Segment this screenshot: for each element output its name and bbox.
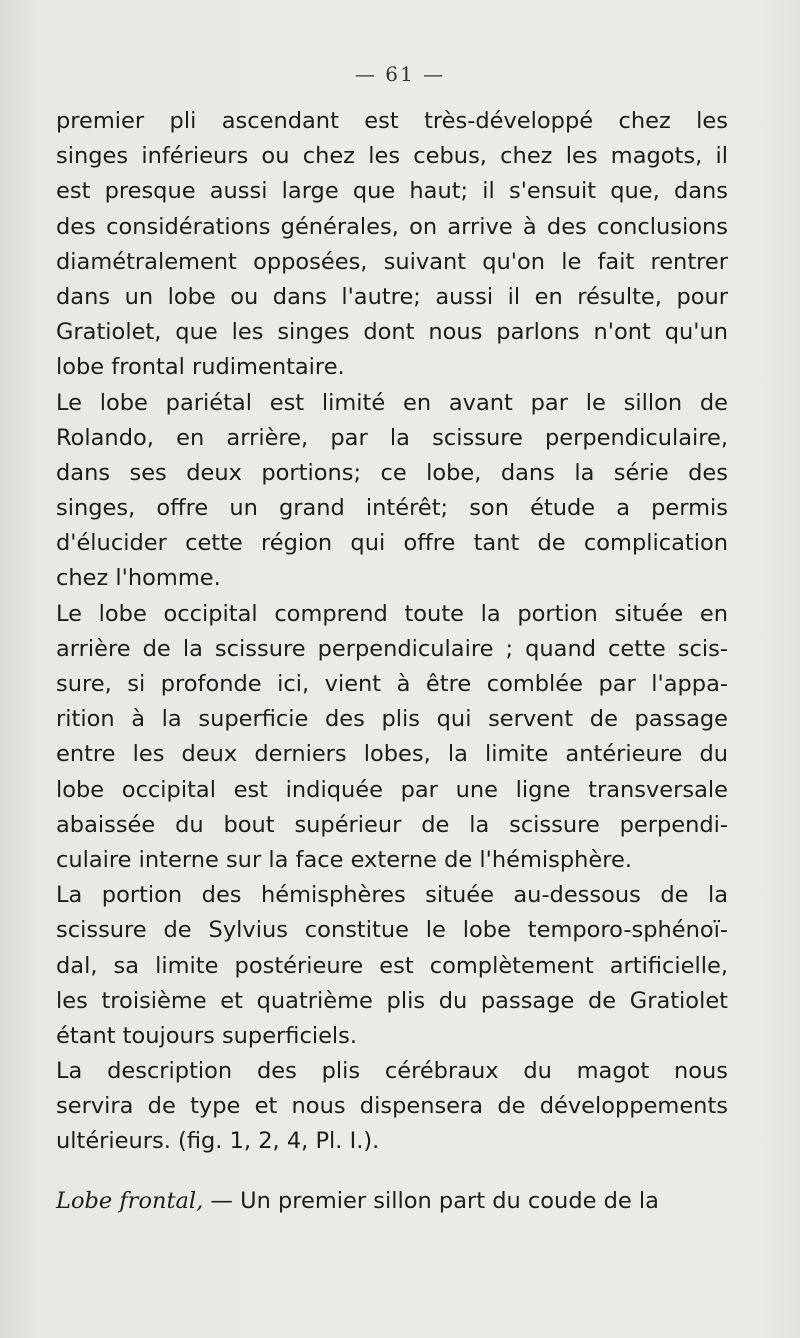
text-line: La portion des hémisphères située au-dessous de la — [56, 882, 728, 909]
page-number: — 61 — — [354, 62, 446, 86]
text-line: étant toujours superficiels. — [56, 1022, 358, 1049]
text-line: dans ses deux portions; ce lobe, dans la série des — [56, 459, 728, 486]
text-line: abaissée du bout supérieur de la scissure perpendi- — [56, 811, 728, 838]
text-line: les troisième et quatrième plis du passage de Gratiolet — [56, 987, 728, 1014]
text-line: singes, offre un grand intérêt; son étude a permis — [56, 495, 728, 522]
text-line: singes inférieurs ou chez les cebus, chez les magots, il — [56, 143, 728, 170]
text-line: premier pli ascendant est très-développé chez les — [56, 108, 728, 134]
text-line: ultérieurs. (fig. 1, 2, 4, Pl. I.). — [56, 1128, 380, 1155]
section-line — [56, 1184, 728, 1219]
text-line: diamétralement opposées, suivant qu'on le fait rentrer — [56, 248, 728, 275]
text-line: entre les deux derniers lobes, la limite antérieure du — [56, 741, 728, 768]
text-line: Le lobe pariétal est limité en avant par le sillon de — [56, 389, 728, 416]
text-line: sure, si profonde ici, vient à être comblée par l'appa- — [56, 671, 728, 697]
text-line: Gratiolet, que les singes dont nous parlons n'ont qu'un — [56, 319, 728, 346]
body-text — [56, 104, 728, 1219]
text-line: dans un lobe ou dans l'autre; aussi il en résulte, pour — [56, 283, 728, 310]
text-line: d'élucider cette région qui offre tant de complication — [56, 530, 728, 557]
text-line: dal, sa limite postérieure est complètement artificielle, — [56, 952, 728, 979]
text-line: La description des plis cérébraux du magot nous — [56, 1058, 728, 1085]
text-line: scissure de Sylvius constitue le lobe temporo-sphénoï- — [56, 917, 728, 944]
text-line: des considérations générales, on arrive à des conclusions — [56, 213, 728, 240]
text-line: chez l'homme. — [56, 565, 221, 592]
text-line: servira de type et nous dispensera de développements — [56, 1093, 728, 1120]
text-line: arrière de la scissure perpendiculaire ; quand cette scis- — [56, 635, 728, 662]
text-line: est presque aussi large que haut; il s'ensuit que, dans — [56, 178, 728, 205]
section-spacer — [56, 1160, 728, 1184]
text-line: lobe occipital est indiquée par une ligne transversale — [56, 776, 728, 803]
text-line: rition à la superficie des plis qui servent de passage — [56, 706, 728, 733]
section-heading: Lobe frontal, — [56, 1187, 204, 1214]
section-text: — Un premier sillon part du coude de la — [203, 1187, 659, 1214]
text-line: Le lobe occipital comprend toute la portion située en — [56, 600, 728, 627]
text-line: lobe frontal rudimentaire. — [56, 354, 345, 381]
text-line: Rolando, en arrière, par la scissure perpendiculaire, — [56, 424, 728, 451]
text-line: culaire interne sur la face externe de l'hémisphère. — [56, 846, 632, 873]
